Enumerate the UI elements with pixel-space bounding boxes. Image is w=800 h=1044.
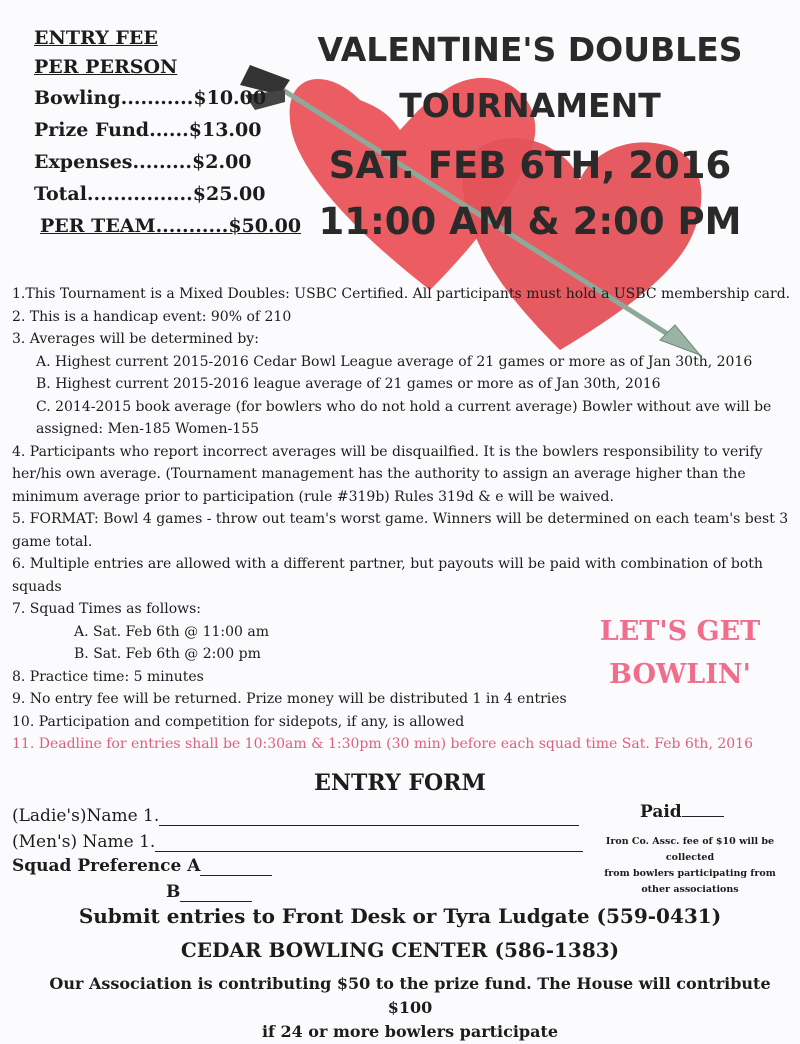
entry-form-title: ENTRY FORM: [314, 770, 486, 796]
rule-item: B. Sat. Feb 6th @ 2:00 pm: [74, 646, 261, 662]
assoc-line: Iron Co. Assc. fee of $10 will be: [605, 836, 775, 847]
submit-entries: Submit entries to Front Desk or Tyra Ludgate (559-0431): [78, 904, 722, 928]
rule-item: B. Highest current 2015-2016 league average of 21 games or more as of Jan 30th, 2016: [36, 376, 661, 392]
ladies-name-row: [12, 806, 579, 826]
squad-b-field[interactable]: [180, 883, 252, 902]
fee-heading-1: ENTRY FEE: [34, 27, 158, 49]
assoc-fee-note: [600, 834, 780, 898]
rule-item: 4. Participants who report incorrect averages will be disquailfied. It is the bowlers responsibility to verify her/his own average. (Tournament management has the authority to assign an average higher than the minimum average prior to participation (rule #319b) Rules 319d & e will be waived.: [12, 443, 763, 505]
lets-get-line-2: BOWLIN': [609, 659, 751, 690]
rule-item: 6. Multiple entries are allowed with a different partner, but payouts will be paid with combination of both squads: [12, 556, 763, 595]
rule-item: 1.This Tournament is a Mixed Doubles: USBC Certified. All participants must hold a USBC membership card.: [12, 286, 791, 302]
bowling-center: CEDAR BOWLING CENTER (586-1383): [180, 938, 620, 962]
ladies-name-label: (Ladie's)Name 1.: [12, 806, 160, 826]
mens-name-label: (Men's) Name 1.: [12, 832, 156, 852]
rule-deadline: 11. Deadline for entries shall be 10:30am & 1:30pm (30 min) before each squad time Sat. Feb 6th, 2016: [12, 736, 753, 752]
rule-item: 9. No entry fee will be returned. Prize money will be distributed 1 in 4 entries: [12, 691, 567, 707]
squad-a-field[interactable]: [200, 857, 272, 876]
rule-item: 8. Practice time: 5 minutes: [12, 668, 204, 685]
mens-name-field[interactable]: [155, 833, 583, 852]
title-line-1: VALENTINE'S DOUBLES: [317, 30, 743, 69]
fee-row: Total................$25.00: [34, 183, 266, 205]
squad-pref-row: [12, 856, 272, 876]
squad-pref-label: Squad Preference A: [12, 856, 201, 876]
rule-item: 10. Participation and competition for sidepots, if any, is allowed: [12, 713, 465, 730]
rule-item: A. Sat. Feb 6th @ 11:00 am: [74, 623, 269, 640]
title-line-2: TOURNAMENT: [399, 86, 661, 125]
paid-label: Paid: [640, 802, 682, 822]
assoc-line: collected: [665, 852, 715, 863]
rule-item: 3. Averages will be determined by:: [12, 331, 259, 347]
fee-row: Expenses.........$2.00: [34, 151, 252, 173]
rule-item: 5. FORMAT: Bowl 4 games - throw out team's worst game. Winners will be determined on each team's best 3 game total.: [12, 511, 789, 550]
paid-row: [640, 802, 724, 822]
rule-item: A. Highest current 2015-2016 Cedar Bowl League average of 21 games or more as of Jan 30th, 2016: [36, 353, 753, 370]
lets-get-line-1: LET'S GET: [599, 616, 761, 647]
rule-item: 7. Squad Times as follows:: [12, 601, 202, 617]
contribution-line: Our Association is contributing $50 to the prize fund. The House will contribute $100: [49, 974, 771, 1017]
squad-b-row: [166, 882, 252, 902]
mens-name-row: [12, 832, 583, 852]
rule-item: C. 2014-2015 book average (for bowlers who do not hold a current average) Bowler without ave will be assigned: Men-185 Women-155: [36, 398, 772, 437]
squad-b-label: B: [166, 882, 181, 902]
entry-fee-box: [34, 24, 301, 242]
fee-per-team: PER TEAM...........$50.00: [40, 215, 302, 237]
title-times: 11:00 AM & 2:00 PM: [318, 200, 742, 243]
paid-field[interactable]: [682, 816, 724, 817]
contribution-line: if 24 or more bowlers participate: [261, 1022, 559, 1041]
contribution-note: [30, 972, 790, 1044]
title-date: SAT. FEB 6TH, 2016: [328, 144, 732, 187]
assoc-line: from bowlers participating from: [604, 868, 776, 879]
fee-heading-2: PER PERSON: [34, 56, 178, 78]
fee-row: Prize Fund......$13.00: [34, 119, 262, 141]
fee-row: Bowling...........$10.00: [34, 87, 267, 109]
assoc-line: other associations: [641, 884, 739, 895]
ladies-name-field[interactable]: [159, 807, 579, 826]
rule-item: 2. This is a handicap event: 90% of 210: [12, 308, 292, 325]
lets-get-bowlin: [570, 610, 790, 696]
